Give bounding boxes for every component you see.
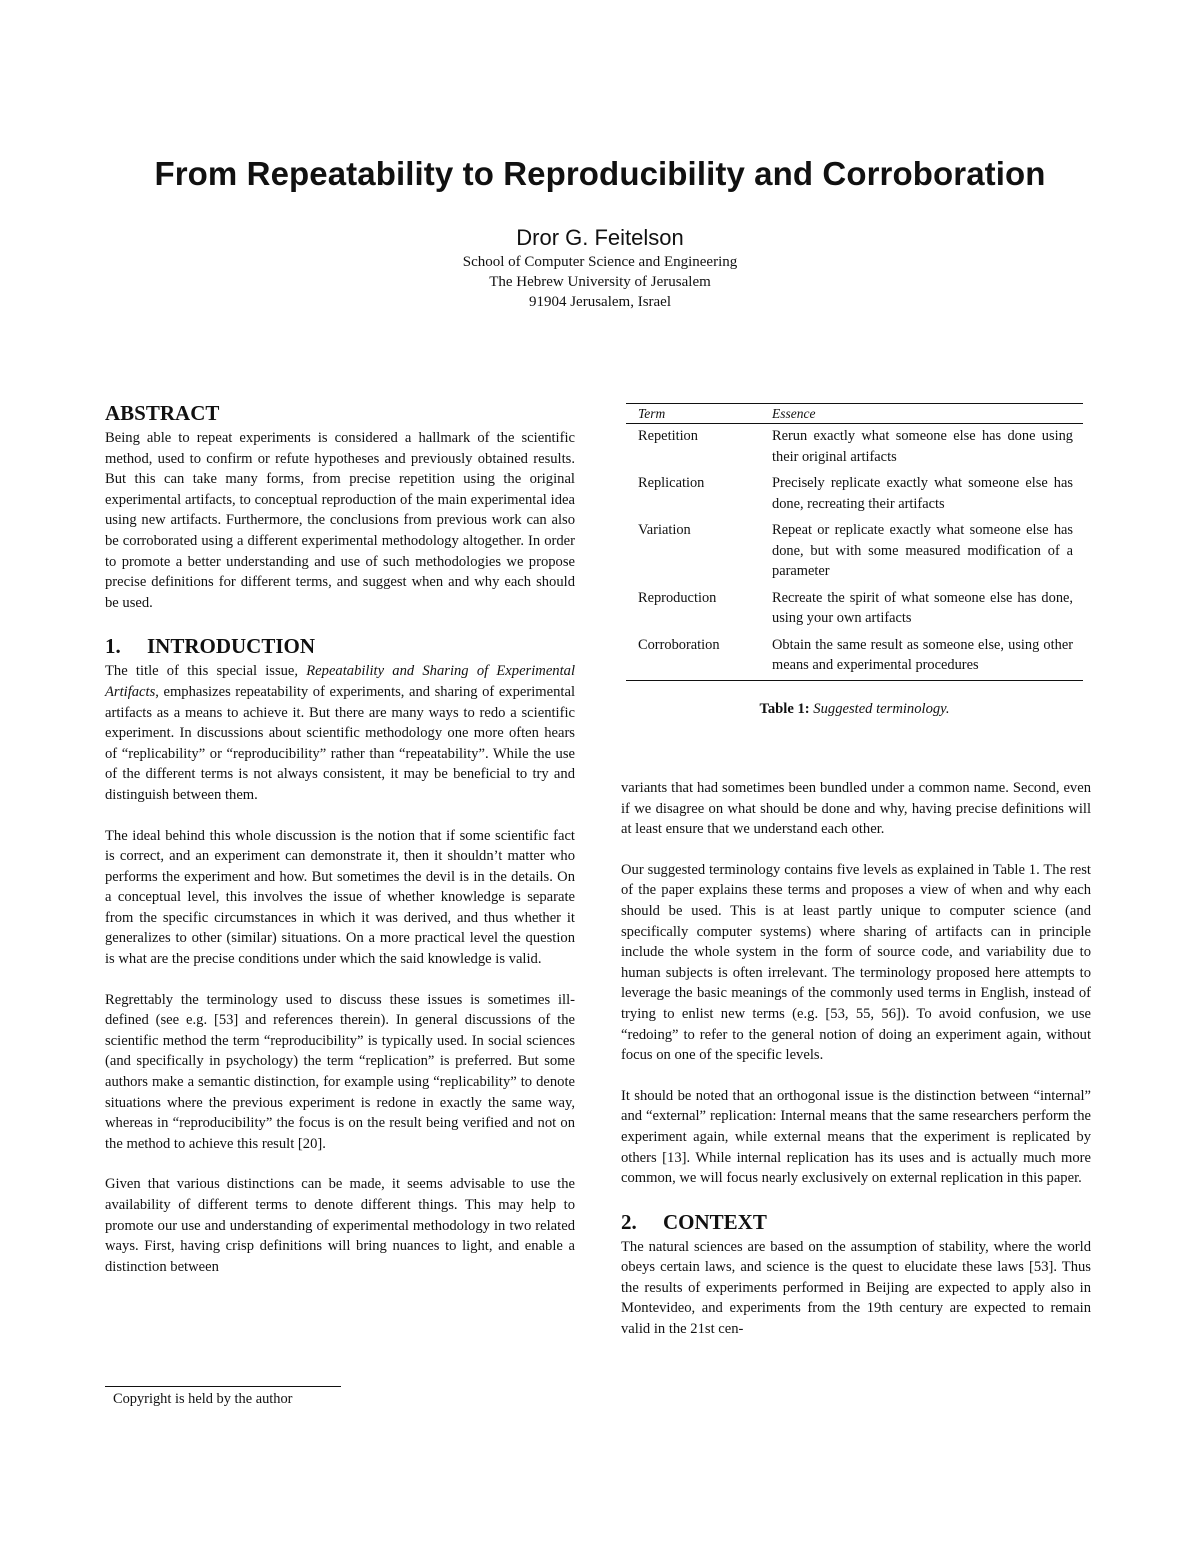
intro-paragraph-1: [105, 661, 575, 805]
author-block: [0, 224, 1200, 312]
abstract-text: Being able to repeat experiments is considered a hallmark of the scientific method, used to confirm or refute hypotheses and previously obtained results. But this can take many forms, from precise repetition using the original experimental artifacts, to conceptual reproduction of the main experimental idea using new artifacts. Furthermore, the conclusions from previous work can also be corroborated using a different experimental methodology altogether. In order to promote a better understanding and use of such methodologies we propose precise definitions for different terms, and suggest when and why each should be used.: [105, 430, 575, 611]
term-cell: Corroboration: [626, 633, 760, 681]
section-title: CONTEXT: [663, 1209, 767, 1234]
table-row: [626, 633, 1083, 681]
term-cell: Reproduction: [638, 589, 717, 606]
essence-cell: Obtain the same result as someone else, using other means and experimental procedures: [760, 633, 1083, 681]
table-row: [626, 424, 1083, 472]
term-cell: Variation: [638, 522, 691, 538]
right-paragraph-3: It should be noted that an orthogonal issue is the distinction between “internal” and “external” replication: Internal means that the same researchers perform the experiment again, while external means that the experiment is replicated by others [13]. While internal replication has its uses and is actually much more common, we will focus nearly exclusively on external replication in this paper.: [621, 1087, 1091, 1187]
essence-cell: Precisely replicate exactly what someone else has done, recreating their artifacts: [772, 475, 1073, 512]
paper-title: From Repeatability to Reproducibility and Corroboration: [154, 155, 1046, 193]
section-number: 1.: [105, 634, 121, 659]
table-header-essence: Essence: [760, 404, 1083, 424]
table-caption-label: Table 1:: [759, 700, 810, 717]
intro-paragraph-2: The ideal behind this whole discussion is the notion that if some scientific fact is correct, and an experiment can demonstrate it, then it shouldn’t matter who performs the experiment and how. But sometimes the devil is in the details. On a conceptual level, this involves the issue of whether knowledge is separate from the specific circumstances in which it was derived, and thus whether it generalizes to other (similar) situations. On a more practical level the question is what are the precise conditions under which the said knowledge is valid.: [105, 827, 575, 968]
table-header-row: [626, 404, 1083, 424]
right-column: [621, 778, 1091, 1360]
section-title: INTRODUCTION: [147, 634, 316, 659]
affiliation-line: The Hebrew University of Jerusalem: [489, 274, 711, 290]
terminology-table: [626, 403, 1083, 681]
affiliation-line: 91904 Jerusalem, Israel: [528, 294, 672, 310]
table-row: [626, 471, 1083, 518]
table-row: [626, 518, 1083, 586]
intro-paragraph-3: Regrettably the terminology used to discuss these issues is sometimes ill-defined (see e.g. [53] and references therein). In general discussions of the scientific method the term “reproducibility” is typically used. In social sciences (and specifically in psychology) the term “replication” is preferred. But some authors make a semantic distinction, for example using “replicability” to denote situations where the previous experiment is redone in exactly the same way, whereas in “reproducibility” the focus is on the result being verified and not on the method to achieve this result [20].: [105, 991, 575, 1152]
footnote-rule: [105, 1386, 341, 1387]
term-cell: Repetition: [638, 428, 698, 444]
left-column: [105, 400, 575, 1297]
right-paragraph-1: variants that had sometimes been bundled under a common name. Second, even if we disagree on what should be done and why, having precise definitions will at least ensure that we understand each other.: [621, 780, 1091, 838]
author-name: Dror G. Feitelson: [516, 225, 684, 250]
introduction-heading: [105, 633, 575, 659]
term-cell: Replication: [638, 475, 705, 491]
intro-p1-rest: , emphasizes repeatability of experiments, and sharing of experimental artifacts as a means to achieve it. But there are many ways to redo a scientific experiment. In discussions about scientific methodology one more often hears of “replicability” or “reproducibility” rather than “repeatability”. While the use of the different terms is not always consistent, it may be beneficial to try and distinguish between them.: [105, 683, 575, 803]
context-paragraph-1: The natural sciences are based on the assumption of stability, where the world obeys certain laws, and science is the quest to elucidate these laws [53]. Thus the results of experiments performed in Beijing are expected to apply also in Montevideo, and experiments from the 19th century are expected to remain valid in the 21st cen-: [621, 1238, 1091, 1338]
table-caption-text: Suggested terminology.: [813, 700, 950, 717]
section-number: 2.: [621, 1209, 637, 1234]
right-paragraph-2: Our suggested terminology contains five levels as explained in Table 1. The rest of the paper explains these terms and proposes a view of when and why each should be used. This is at least partly unique to computer science (and specifically computer systems) where sharing of artifacts can in principle include the whole system in the form of source code, and variability due to human subjects is often irrelevant. The terminology proposed here attempts to leverage the basic meanings of the commonly used terms in English, instead of trying to enlist new terms (e.g. [53, 55, 56]). To avoid confusion, we use “redoing” to refer to the general notion of doing an experiment again, without focus on one of the specific levels.: [621, 861, 1091, 1064]
intro-p1-start: The title of this special issue,: [105, 663, 307, 680]
terminology-table-block: [626, 403, 1083, 718]
affiliation-line: School of Computer Science and Engineering: [462, 254, 738, 270]
essence-cell: Rerun exactly what someone else has done using their original artifacts: [772, 428, 1073, 465]
table-header-term: Term: [626, 404, 760, 424]
copyright-footnote: Copyright is held by the author: [113, 1391, 293, 1407]
essence-cell: Recreate the spirit of what someone else has done, using your own artifacts: [772, 589, 1073, 626]
abstract-heading: ABSTRACT: [105, 401, 220, 425]
context-heading: [621, 1209, 1091, 1235]
table-caption: [626, 701, 1083, 718]
essence-cell: Repeat or replicate exactly what someone else has done, but with some measured modification of a parameter: [772, 522, 1073, 579]
special-issue-title: Repeatability and Sharing of Experimental Artifacts: [105, 663, 576, 700]
intro-paragraph-4: Given that various distinctions can be made, it seems advisable to use the availability of different terms to denote different things. This may help to promote our use and understanding of experimental methodology in two related ways. First, having crisp definitions will bring nuances to light, and enable a distinction between: [105, 1176, 575, 1275]
table-row: [626, 586, 1083, 633]
